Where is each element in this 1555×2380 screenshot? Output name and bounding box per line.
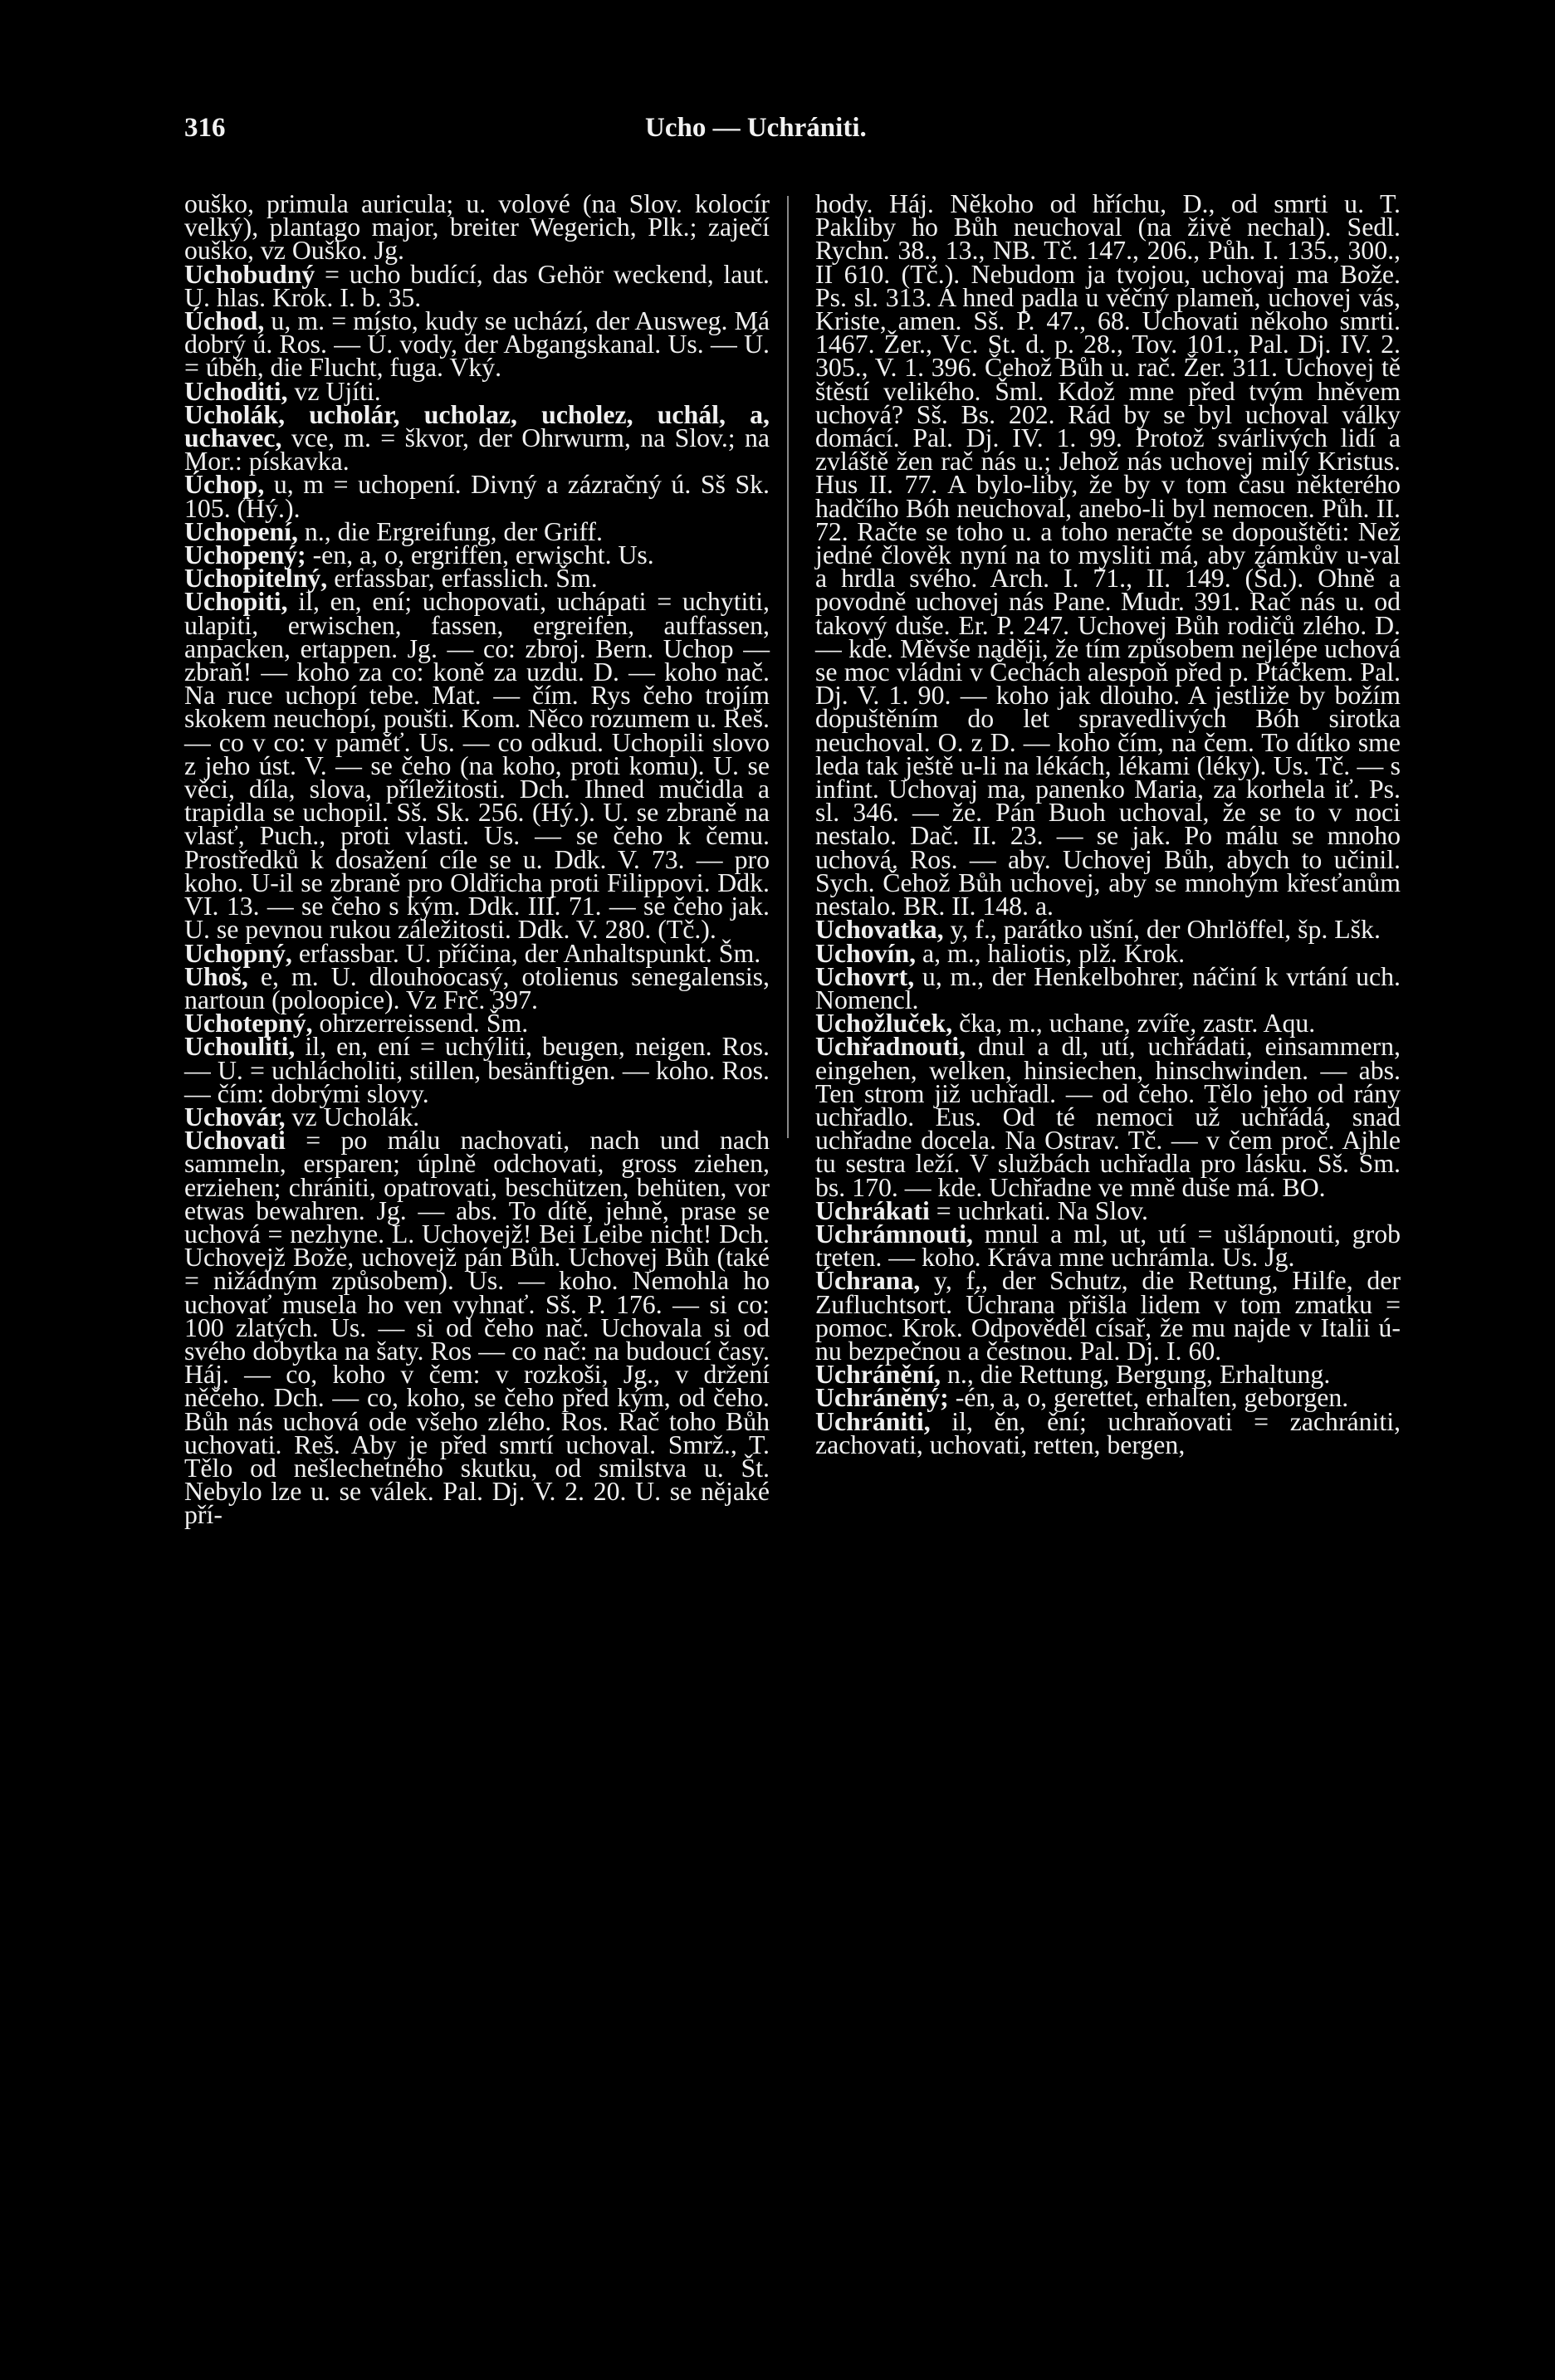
entry-text: a, m., haliotis, plž. Krok. — [916, 938, 1186, 968]
entry-headword: Uchrákati — [815, 1195, 930, 1225]
entry-text: mnul a ml, ut, utí = ušlápnouti, grob treten. — koho. Kráva mne uchrámla. Us. Jg. — [815, 1219, 1401, 1273]
entry-headword: Uchovati — [184, 1126, 286, 1156]
column-divider — [787, 196, 789, 1138]
entry-headword: Uchráněný; — [815, 1383, 949, 1413]
entry-headword: Uchožluček, — [815, 1009, 953, 1039]
dictionary-entry — [184, 470, 770, 523]
entry-text: u, m. = místo, kudy se uchází, der Ausweg. Má dobrý ú. Ros. — Ú. vody, der Abgangskanal. Us. — Ú. = úběh, die Flucht, fuga. Vký. — [184, 306, 770, 383]
entry-headword: Uchovatka, — [815, 915, 944, 945]
dictionary-entry — [815, 961, 1401, 1014]
entry-text: -en, a, o, ergriffen, erwischt. Us. — [306, 540, 654, 570]
left-column — [184, 189, 770, 1530]
entry-text: dnul a dl, utí, uchřádati, einsammern, eingehen, welken, hinsiechen, hinschwinden. — abs. Ten strom již uchřadl. — od čeho. Tělo jeho od rány uchřadlo. Eus. Od té nemoci už uchřádá, snad uchřadne docela. Na Ostrav. Tč. — v čem proč. Ajhle tu sestra leží. V službách uchřadla pro lásku. Sš. Sm. bs. 170. — kde. Uchřadne ve mně duše má. BO. — [815, 1032, 1401, 1202]
entry-text: = uchrkati. Na Slov. — [929, 1195, 1148, 1225]
entry-headword: Uchouliti, — [184, 1032, 296, 1062]
page-header — [184, 108, 1413, 149]
entry-headword: Uchovár, — [184, 1102, 286, 1131]
dictionary-entry — [184, 306, 770, 383]
dictionary-entry — [184, 399, 770, 476]
entry-headword: Uchopiti, — [184, 587, 288, 617]
entry-headword: Uchrániti, — [815, 1406, 931, 1436]
entry-headword: Uchopitelný, — [184, 564, 328, 594]
dictionary-entry — [815, 1266, 1401, 1366]
entry-text: vz Ucholák. — [285, 1102, 420, 1131]
entry-text: il, ěn, ění; uchraňovati = zachrániti, zachovati, uchovati, retten, bergen, — [815, 1406, 1401, 1459]
entry-text: n., die Rettung, Bergung, Erhaltung. — [941, 1360, 1331, 1390]
entry-text: -én, a, o, gerettet, erhalten, geborgen. — [948, 1383, 1349, 1413]
entry-text: e, m. U. dlouhoocasý, otolienus senegalensis, nartoun (poloopice). Vz Frč. 397. — [184, 961, 770, 1014]
entry-headword: Uchovrt, — [815, 961, 915, 991]
dictionary-entry — [184, 587, 770, 945]
dictionary-entry — [184, 259, 770, 312]
entry-text: il, en, ení = uchýliti, beugen, neigen. Ros. — U. = uchlácholiti, stillen, besänftigen. — koho. Ros. — čím: dobrými slovy. — [184, 1032, 770, 1108]
entry-text: čka, m., uchane, zvíře, zastr. Aqu. — [952, 1009, 1316, 1039]
entry-headword: Uchřadnouti, — [815, 1032, 966, 1062]
entry-text: = po málu nachovati, nach und nach sammeln, ersparen; úplně odchovati, gross ziehen, erziehen; chrániti, opatrovati, beschützen, behüten, vor etwas bewahren. Jg. — abs. To dítě, jehně, prase se uchová = nezhyne. L. Uchovejž! Bei Leibe nicht! Dch. Uchovejž Bože, uchovejž pán Bůh. Uchovej Bůh (také = nižádným způsobem). Us. — koho. Nemohla ho uchovať musela ho ven vyhnať. Sš. P. 176. — si co: 100 zlatých. Us. — si od čeho nač. Uchovala si od svého dobytka na šaty. Ros — co nač: na budoucí časy. Háj. — co, koho v čem: v rozkoši, Jg., v držení něčeho. Dch. — co, koho, se čeho před kým, od čeho. Bůh nás uchová ode všeho zlého. Ros. Rač toho Bůh uchovati. Reš. Aby je před smrtí uchoval. Smrž., T. Tělo od nešlechetného skutku, od smilstva u. Št. Nebylo lze u. se válek. Pal. Dj. V. 2. 20. U. se nějaké pří- — [184, 1126, 770, 1530]
entry-headword: Úchrana, — [815, 1266, 921, 1296]
entry-text: vce, m. = škvor, der Ohrwurm, na Slov.; na Mor.: pískavka. — [184, 423, 770, 476]
entry-headword: Uchoditi, — [184, 376, 288, 406]
entry-text: = ucho budící, das Gehör weckend, laut. U. hlas. Krok. I. b. 35. — [184, 259, 770, 312]
entry-text: il, en, ení; uchopovati, uchápati = uchytiti, ulapiti, erwischen, fassen, ergreifen, auffassen, anpacken, ertappen. Jg. — co: zbroj. Bern. Uchop — zbraň! — koho za co: koně za uzdu. D. — koho nač. Na ruce uchopí tebe. Mat. — čím. Rys čeho trojím skokem neuchopí, poušti. Kom. Něco rozumem u. Reš. — co v co: v paměť. Us. — co odkud. Uchopili slovo z jeho úst. V. — se čeho (na koho, proti komu). U. se věci, díla, slova, příležitosti. Dch. Ihned mučidla a trapidla se uchopil. Sš. Sk. 256. (Hý.). U. se zbraně na vlasť, Puch., proti vlasti. Us. — se čeho k čemu. Prostředků k dosažení cíle se u. Ddk. V. 73. — pro koho. U-il se zbraně pro Oldřicha proti Filippovi. Ddk. VI. 13. — se čeho s kým. Ddk. III. 71. — se čeho jak. U. se pevnou rukou záležitosti. Ddk. V. 280. (Tč.). — [184, 587, 770, 945]
entry-text: hody. Háj. Někoho od hříchu, D., od smrti u. T. Pakliby ho Bůh neuchoval (na živě nechal). Sedl. Rychn. 38., 13., NB. Tč. 147., 206., Půh. I. 135., 300., II 610. (Tč.). Nebudom ja tvojou, uchovaj ma Bože. Ps. sl. 313. A hned padla u věčný plameň, uchovej vás, Kriste, amen. Sš. P. 47., 68. Uchovati někoho smrti. 1467. Žer., Vc. St. d. p. 28., Tov. 101., Pal. Dj. IV. 2. 305., V. 1. 396. Čehož Bůh u. rač. Žer. 311. Uchovej tě štěstí velikého. Šml. Kdož mne před tvým hněvem uchová? Sš. Bs. 202. Rád by se byl uchoval války domácí. Pal. Dj. IV. 1. 99. Protož svárlivých lidí a zvláště žen rač nás u.; Jehož nás uchovej milý Kristus. Hus II. 77. A bylo-liby, že by v tom času některého hadčího Bóh neuchoval, anebo-li byl nemocen. Půh. II. 72. Račte se toho u. a toho neračte se dopouštěti: Než jedné člověk nyní na to mysliti má, aby zámkův u-val a hrdla svého. Arch. I. 71., II. 149. (Šd.). Ohně a povodně uchovej nás Pane. Mudr. 391. Rač nás u. od takový duše. Er. P. 247. Uchovej Bůh rodičů zlého. D. — kde. Měvše naději, že tím způsobem nejlépe uchová se moc vládni v Čechách alespoň před p. Ptáčkem. Pal. Dj. V. 1. 90. — koho jak dlouho. A jestliže by božím dopuštěním do let spravedlivých Bóh sirotka neuchoval. O. z D. — koho čím, na čem. To dítko sme leda tak ještě u-li na lékách, lékami (léky). Us. Tč. — s infint. Uchovaj ma, panenko Maria, za korhela iť. Ps. sl. 346. — že. Pán Buoh uchoval, že se to v noci nestalo. Dač. II. 23. — se jak. Po málu se mnoho uchová. Ros. — aby. Uchovej Bůh, abych to učinil. Sych. Čehož Bůh uchovej, aby se mnohým křesťanům nestalo. BR. II. 148. a. — [815, 189, 1401, 921]
entry-text: u, m., der Henkelbohrer, náčiní k vrtání uch. Nomencl. — [815, 961, 1401, 1014]
entry-headword: Uchrámnouti, — [815, 1219, 973, 1249]
entry-text: n., die Ergreifung, der Griff. — [297, 516, 603, 546]
entry-text: vz Ujíti. — [287, 376, 381, 406]
dictionary-entry — [184, 1126, 770, 1530]
entry-headword: Uhoš, — [184, 961, 248, 991]
entry-text: y, f., der Schutz, die Rettung, Hilfe, der Zufluchtsort. Úchrana přišla lidem v tom zmatku = pomoc. Krok. Odpověděl císař, že mu najde v Italii ú-nu bezpečnou a čestnou. Pal. Dj. I. 60. — [815, 1266, 1401, 1366]
dictionary-entry — [184, 961, 770, 1014]
dictionary-entry — [815, 1219, 1401, 1273]
entry-headword: Ucholák, ucholár, ucholaz, ucholez, uchál, a, uchavec, — [184, 399, 770, 453]
entry-headword: Uchránění, — [815, 1360, 941, 1390]
entry-text: ohrzerreissend. Šm. — [312, 1009, 529, 1039]
entry-text: y, f., parátko ušní, der Ohrlöffel, šp. Lšk. — [943, 915, 1381, 945]
entry-headword: Úchop, — [184, 470, 265, 500]
dictionary-entry — [815, 1406, 1401, 1459]
entry-text: erfassbar. U. příčina, der Anhaltspunkt. Šm. — [291, 938, 761, 968]
dictionary-entry — [815, 189, 1401, 921]
entry-text: ouško, primula auricula; u. volové (na Slov. kolocír velký), plantago major, breiter Wegerich, Plk.; zaječí ouško, vz Ouško. Jg. — [184, 189, 770, 266]
entry-headword: Úchod, — [184, 306, 265, 336]
entry-headword: Uchobudný — [184, 259, 315, 289]
entry-text: erfassbar, erfasslich. Šm. — [327, 564, 598, 594]
entry-headword: Uchopený; — [184, 540, 306, 570]
entry-headword: Uchopný, — [184, 938, 292, 968]
entry-headword: Uchopení, — [184, 516, 298, 546]
entry-headword: Uchovín, — [815, 938, 917, 968]
entry-headword: Uchotepný, — [184, 1009, 313, 1039]
dictionary-entry — [815, 1032, 1401, 1202]
entry-text: u, m = uchopení. Divný a zázračný ú. Sš Sk. 105. (Hý.). — [184, 470, 770, 523]
page-number: 316 — [184, 113, 226, 143]
dictionary-entry — [184, 1032, 770, 1108]
right-column — [815, 189, 1401, 1459]
running-head: Ucho — Uchrániti. — [645, 113, 867, 143]
dictionary-entry — [184, 189, 770, 266]
